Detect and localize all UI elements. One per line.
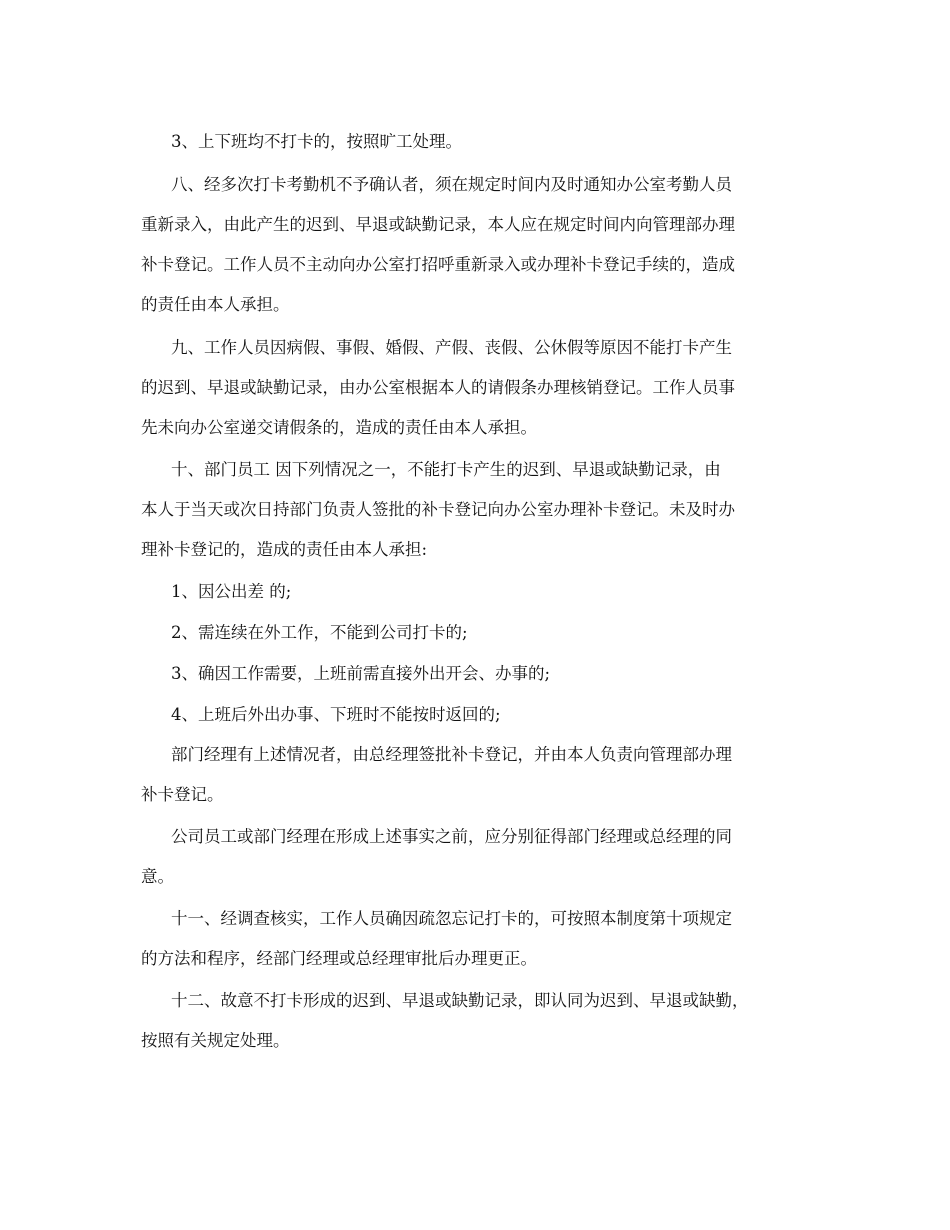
text-line: 按照有关规定处理。 [141,1031,290,1050]
text-line: 本人于当天或次日持部门负责人签批的补卡登记向办公室办理补卡登记。未及时办 [141,500,735,519]
text-line: 理补卡登记的，造成的责任由本人承担: [141,540,428,559]
text-line: 2、需连续在外工作，不能到公司打卡的; [171,623,468,642]
text-line: 十、部门员工 因下列情况之一，不能打卡产生的迟到、早退或缺勤记录，由 [171,460,721,479]
text-line: 八、经多次打卡考勤机不予确认者，须在规定时间内及时通知办公室考勤人员 [171,175,732,194]
text-line: 意。 [141,867,174,886]
text-line: 3、上下班均不打卡的，按照旷工处理。 [171,132,462,151]
text-line: 重新录入，由此产生的迟到、早退或缺勤记录，本人应在规定时间内向管理部办理 [141,215,735,234]
text-line: 的迟到、早退或缺勤记录，由办公室根据本人的请假条办理核销登记。工作人员事 [141,378,735,397]
text-line: 补卡登记。工作人员不主动向办公室打招呼重新录入或办理补卡登记手续的，造成 [141,255,735,274]
text-line: 的方法和程序，经部门经理或总经理审批后办理更正。 [141,949,537,968]
text-line: 公司员工或部门经理在形成上述事实之前，应分别征得部门经理或总经理的同 [171,827,732,846]
text-line: 1、因公出差 的; [171,582,292,601]
text-line: 十一、经调查核实，工作人员确因疏忽忘记打卡的，可按照本制度第十项规定 [171,909,732,928]
text-line: 先未向办公室递交请假条的，造成的责任由本人承担。 [141,418,537,437]
text-line: 4、上班后外出办事、下班时不能按时返回的; [171,705,501,724]
text-line: 的责任由本人承担。 [141,295,290,314]
text-line: 九、工作人员因病假、事假、婚假、产假、丧假、公休假等原因不能打卡产生 [171,338,732,357]
text-line: 十二、故意不打卡形成的迟到、早退或缺勤记录，即认同为迟到、早退或缺勤， [171,991,749,1010]
text-line: 3、确因工作需要，上班前需直接外出开会、办事的; [171,664,551,683]
text-line: 部门经理有上述情况者，由总经理签批补卡登记，并由本人负责向管理部办理 [171,745,732,764]
text-line: 补卡登记。 [141,785,224,804]
